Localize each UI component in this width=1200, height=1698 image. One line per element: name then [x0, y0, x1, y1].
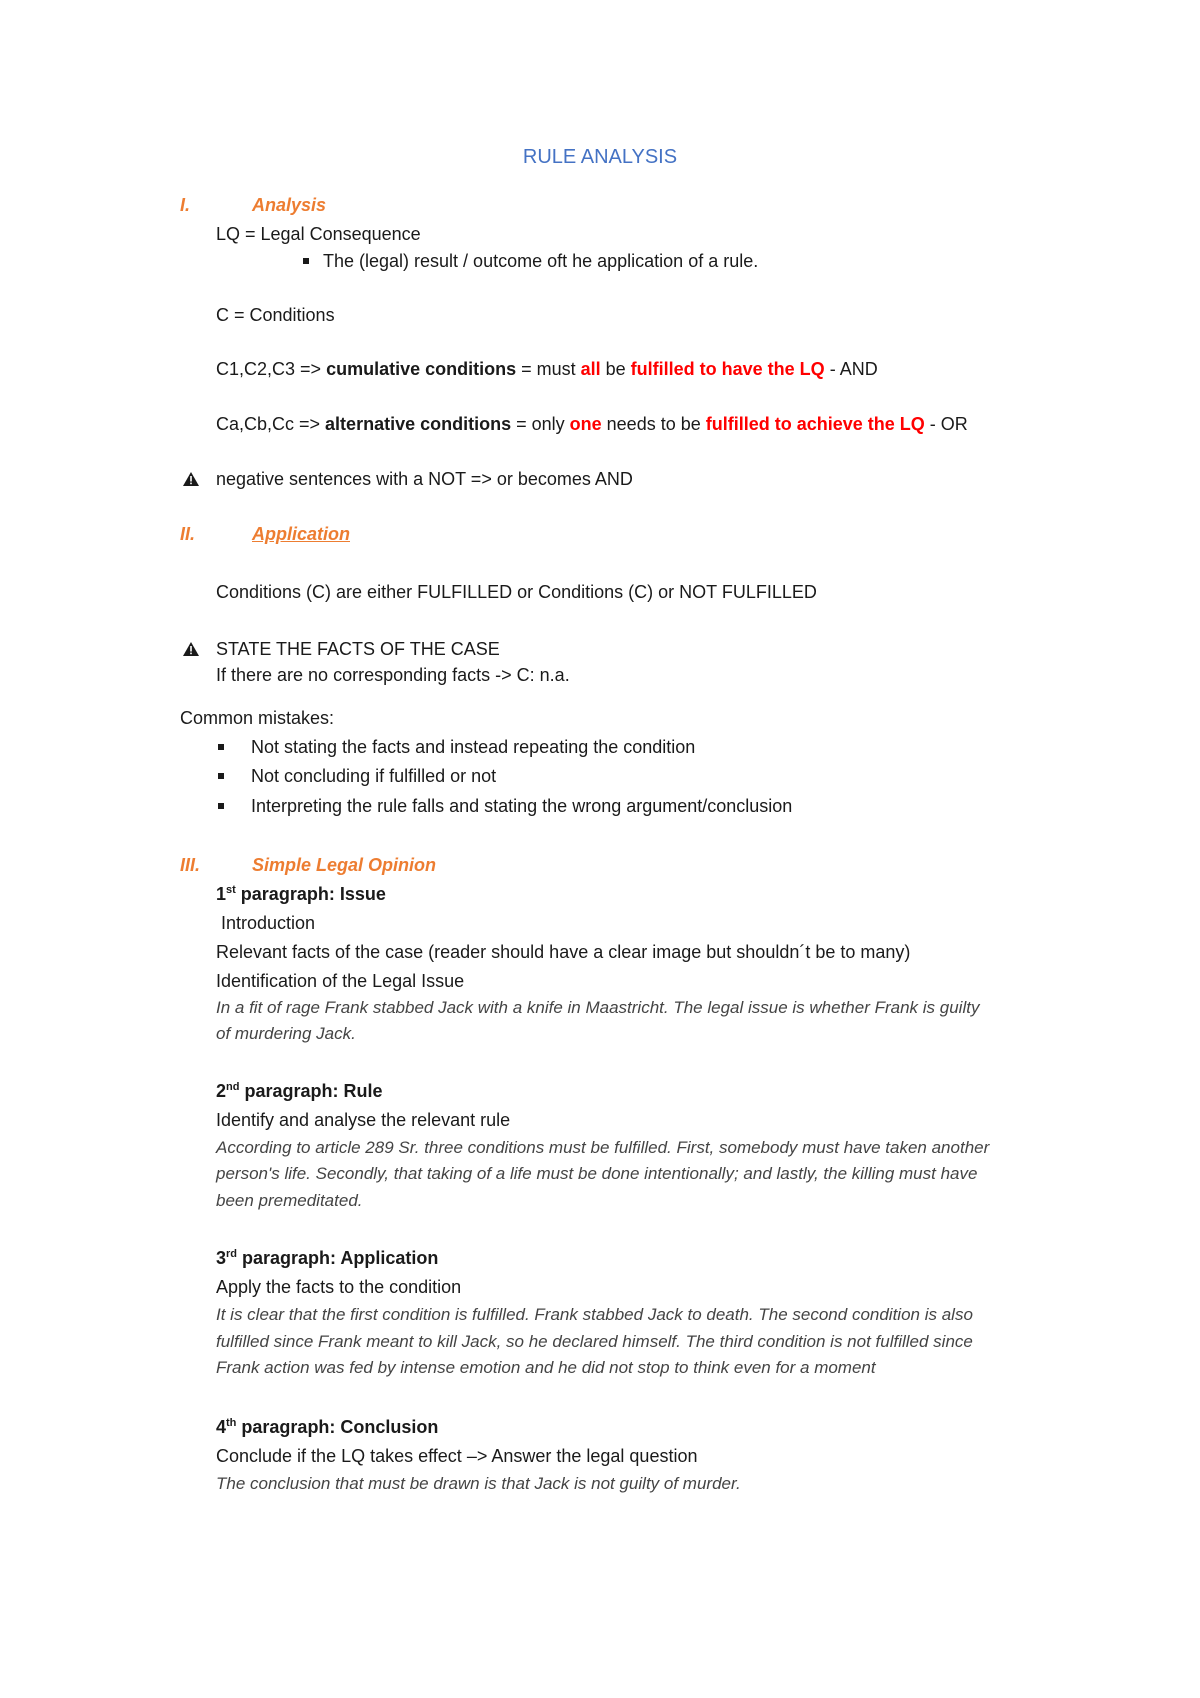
paragraph-3-line: Apply the facts to the condition: [216, 1277, 462, 1297]
paragraph-1-label: paragraph: Issue: [235, 884, 386, 904]
section-1-heading: Analysis: [252, 195, 327, 215]
paragraph-1-num: 1: [216, 884, 227, 904]
alternative-suffix: - OR: [924, 414, 968, 434]
paragraph-2-example: person's life. Secondly, that taking of a life must be done intentionally; and lastly, the killing must have: [216, 1164, 978, 1183]
paragraph-4-label: paragraph: Conclusion: [236, 1417, 439, 1437]
section-1-number: I.: [180, 195, 191, 215]
paragraph-1-heading: [216, 883, 386, 905]
alternative-red-one: one: [569, 414, 602, 434]
paragraph-3-example: fulfilled since Frank meant to kill Jack, so he declared himself. The third condition is not fulfilled since: [216, 1332, 973, 1351]
bullet-icon: [303, 258, 309, 264]
bullet-icon: [218, 773, 224, 779]
no-facts-note: If there are no corresponding facts -> C: n.a.: [216, 665, 570, 685]
mistake-item: Interpreting the rule falls and stating the wrong argument/conclusion: [251, 796, 793, 816]
paragraph-2-heading: [216, 1080, 383, 1102]
alternative-red-fulfilled: fulfilled to achieve the LQ: [705, 414, 925, 434]
paragraph-2-example: been premeditated.: [216, 1191, 363, 1210]
mistake-item: Not stating the facts and instead repeating the condition: [251, 737, 696, 757]
state-facts-warning: STATE THE FACTS OF THE CASE: [216, 639, 500, 659]
paragraph-1-example: of murdering Jack.: [216, 1024, 356, 1043]
bullet-icon: [218, 744, 224, 750]
common-mistakes-label: Common mistakes:: [180, 708, 335, 728]
paragraph-3-sup: rd: [226, 1248, 238, 1260]
alternative-bold: alternative conditions: [325, 414, 512, 434]
alternative-mid2: needs to be: [601, 414, 706, 434]
alternative-mid: = only: [511, 414, 570, 434]
page-title: RULE ANALYSIS: [522, 146, 678, 168]
cumulative-bold: cumulative conditions: [326, 359, 517, 379]
paragraph-4-heading: [216, 1416, 438, 1438]
paragraph-3-example: It is clear that the first condition is fulfilled. Frank stabbed Jack to death. The second condition is also: [216, 1305, 973, 1324]
alternative-conditions-line: [216, 413, 968, 435]
paragraph-4-sup: th: [226, 1417, 237, 1429]
paragraph-1-example: In a fit of rage Frank stabbed Jack with a knife in Maastricht. The legal issue is whether Frank is guilty: [216, 998, 980, 1017]
bullet-icon: [218, 803, 224, 809]
alternative-prefix: Ca,Cb,Cc =>: [216, 414, 326, 434]
paragraph-3-label: paragraph: Application: [237, 1248, 439, 1268]
warning-icon: [183, 642, 199, 656]
cumulative-mid: = must: [516, 359, 581, 379]
cumulative-prefix: C1,C2,C3 =>: [216, 359, 327, 379]
conditions-status-line: Conditions (C) are either FULFILLED or Conditions (C) or NOT FULFILLED: [216, 582, 817, 602]
paragraph-3-heading: [216, 1247, 438, 1269]
paragraph-3-num: 3: [216, 1248, 227, 1268]
warning-icon: [183, 472, 199, 486]
paragraph-2-example: According to article 289 Sr. three conditions must be fulfilled. First, somebody must have taken another: [216, 1138, 990, 1157]
paragraph-1-line: Relevant facts of the case (reader should have a clear image but shouldn´t be to many): [216, 942, 911, 962]
paragraph-1-line: Identification of the Legal Issue: [216, 971, 465, 991]
section-3-heading: Simple Legal Opinion: [252, 855, 437, 875]
paragraph-1-sup: st: [226, 884, 236, 896]
paragraph-2-sup: nd: [226, 1081, 240, 1093]
cumulative-red-fulfilled: fulfilled to have the LQ: [630, 359, 825, 379]
section-3-number: III.: [180, 855, 201, 875]
paragraph-4-example: The conclusion that must be drawn is that Jack is not guilty of murder.: [216, 1474, 741, 1493]
mistake-item: Not concluding if fulfilled or not: [251, 766, 497, 786]
negative-sentence-warning: negative sentences with a NOT => or becomes AND: [216, 469, 633, 489]
paragraph-2-line: Identify and analyse the relevant rule: [216, 1110, 511, 1130]
section-2-heading: Application: [252, 524, 350, 544]
paragraph-2-num: 2: [216, 1081, 227, 1101]
cumulative-mid2: be: [600, 359, 631, 379]
lq-definition: LQ = Legal Consequence: [216, 224, 421, 244]
cumulative-conditions-line: [216, 358, 878, 380]
section-2-number: II.: [180, 524, 196, 544]
paragraph-3-example: Frank action was fed by intense emotion and he did not stop to think even for a moment: [216, 1358, 876, 1377]
paragraph-4-line: Conclude if the LQ takes effect –> Answer the legal question: [216, 1446, 698, 1466]
cumulative-red-all: all: [580, 359, 601, 379]
paragraph-2-label: paragraph: Rule: [239, 1081, 383, 1101]
cumulative-suffix: - AND: [824, 359, 878, 379]
paragraph-4-num: 4: [216, 1417, 227, 1437]
c-definition: C = Conditions: [216, 305, 335, 325]
paragraph-1-line: Introduction: [216, 913, 316, 933]
lq-bullet-text: The (legal) result / outcome oft he application of a rule.: [323, 251, 759, 271]
